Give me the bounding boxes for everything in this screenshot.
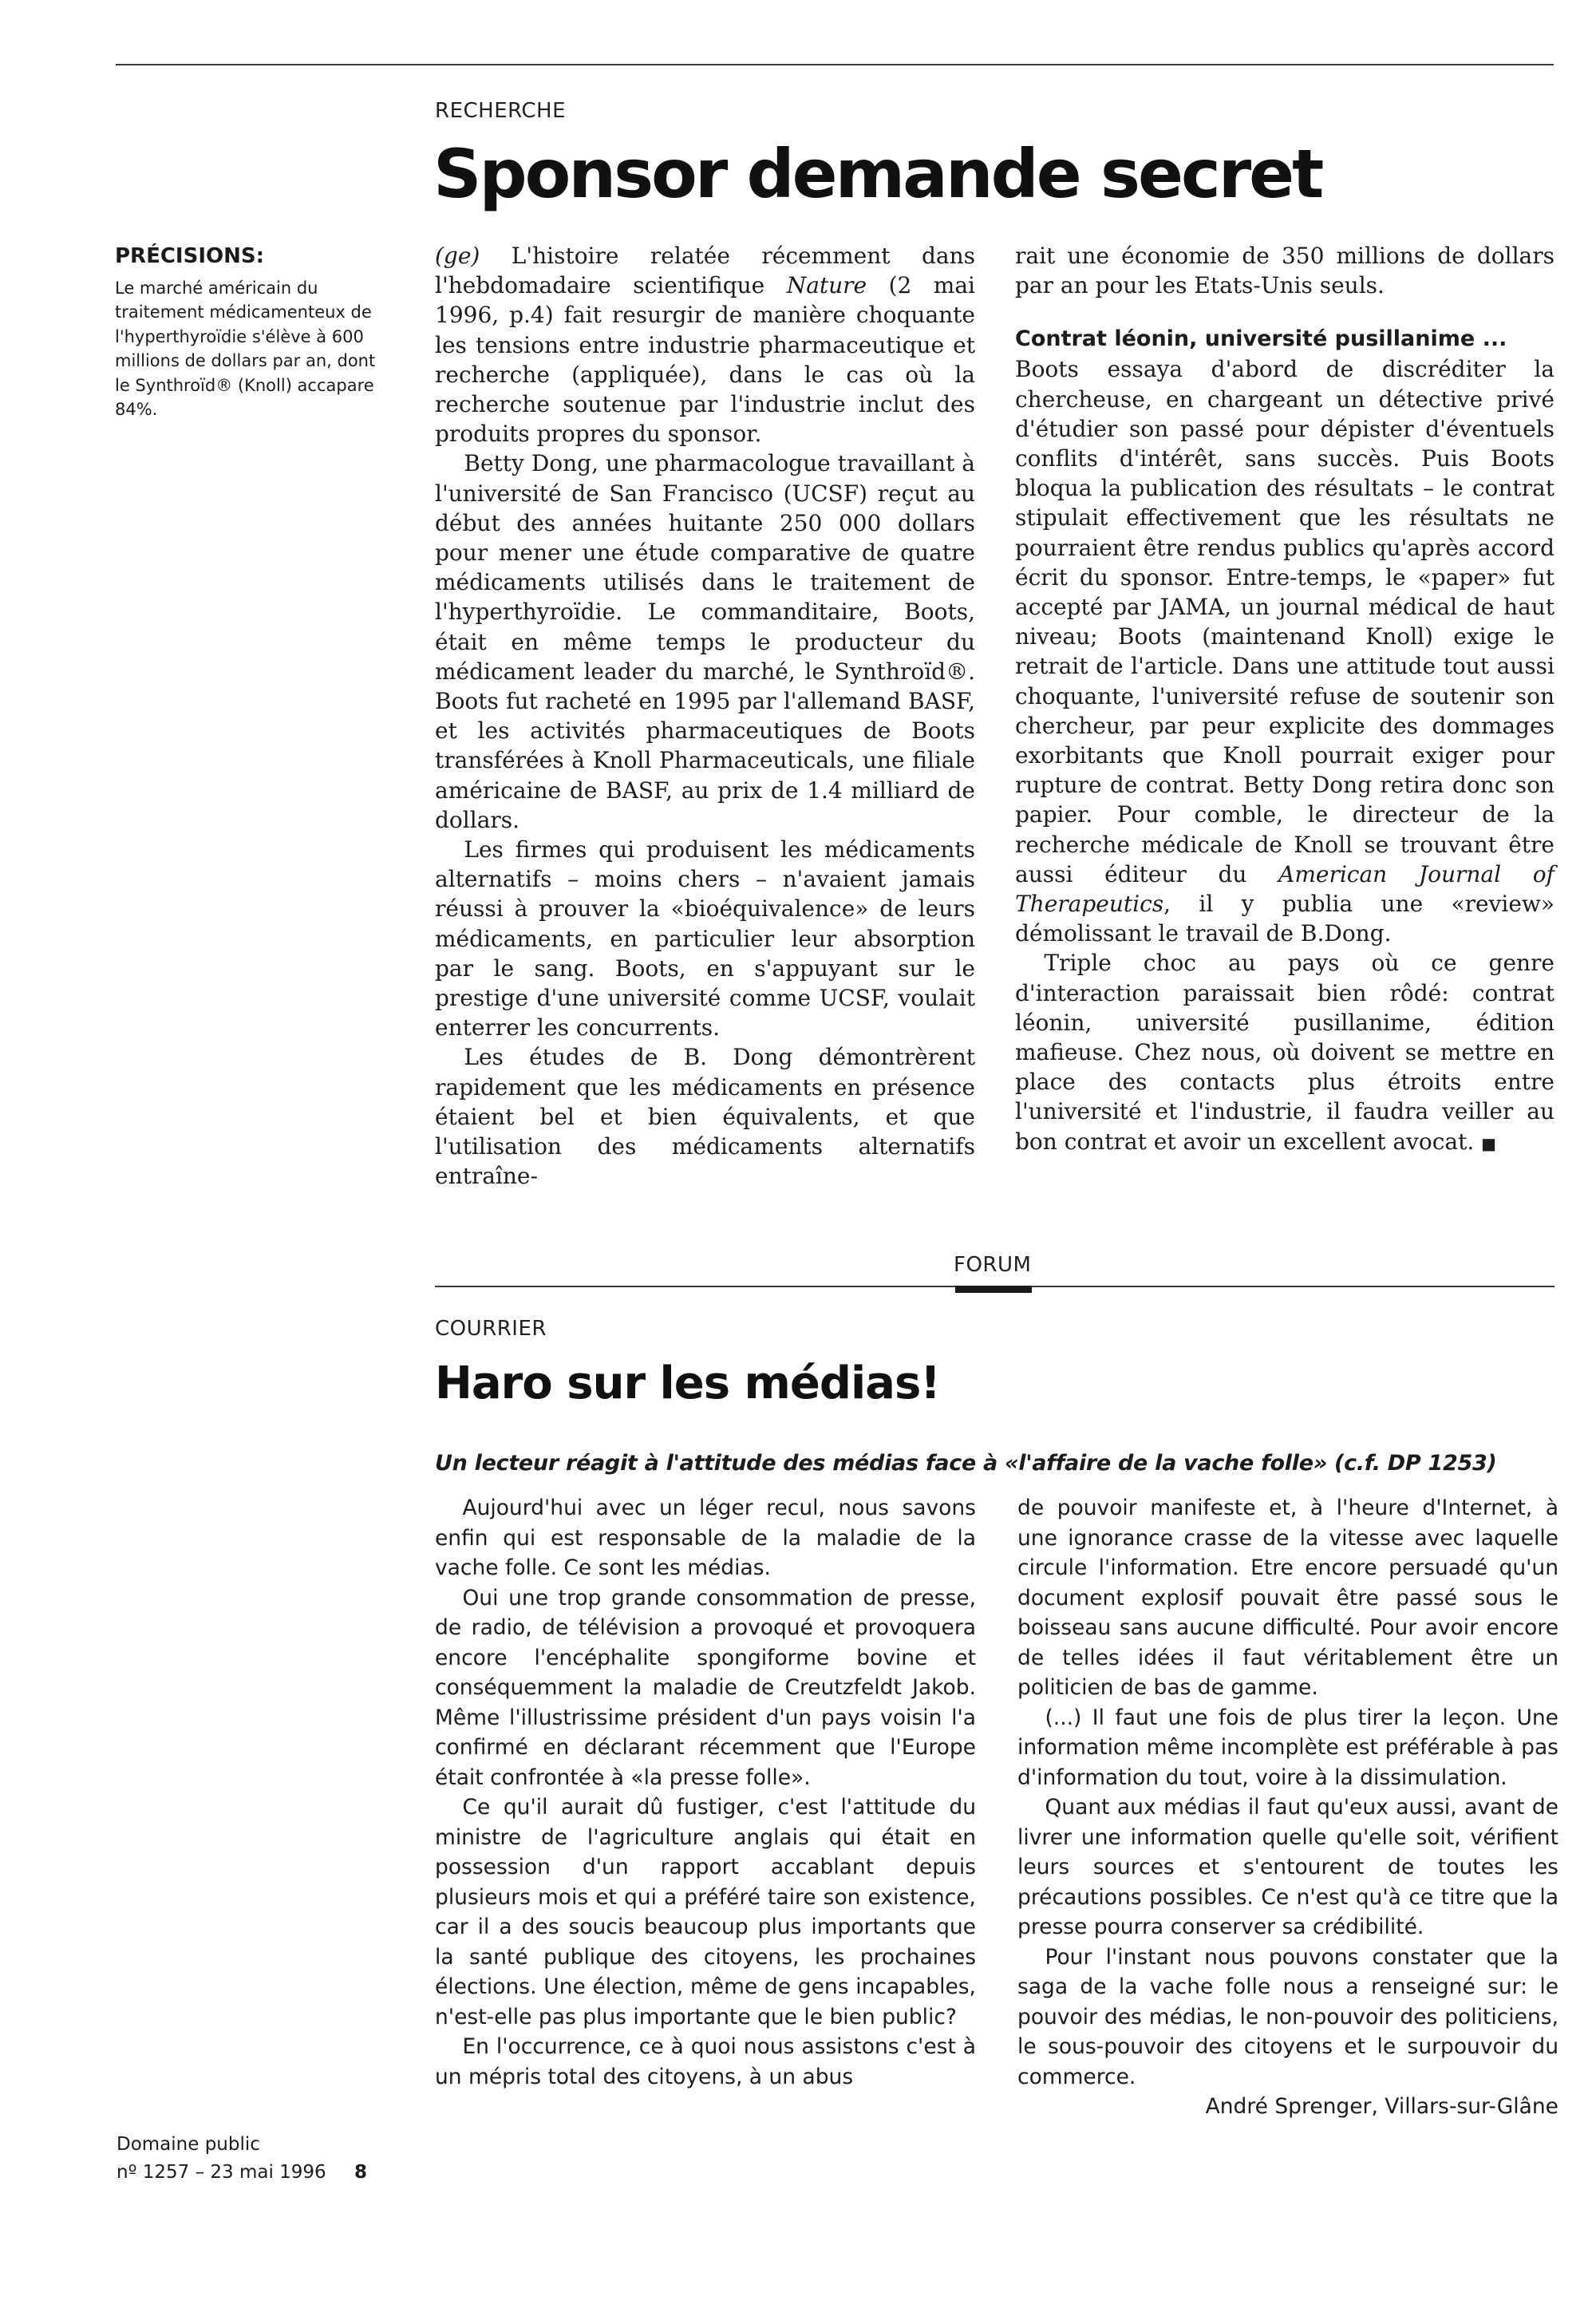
issue-number-date: nº 1257 – 23 mai 1996: [117, 2161, 326, 2183]
end-mark: ■: [1481, 1133, 1497, 1153]
article2-paragraph: Aujourd'hui avec un léger recul, nous savons enfin qui est responsable de la maladie de la vache folle. Ce sont les médias.: [435, 1496, 976, 1580]
sidebar-precisions: [115, 244, 394, 422]
article2-paragraph: Quant aux médias il faut qu'eux aussi, avant de livrer une information quelle qu'elle soit, vérifient leurs sources et s'entourent de toutes les précautions possibles. Ce n'est qu'à ce titre que la presse pourra conserver sa crédibilité.: [1017, 1795, 1558, 1939]
sidebar-text: Le marché américain du traitement médicamenteux de l'hyperthyroïdie s'élève à 600 millions de dollars par an, dont le Synthroïd® (Knoll) accapare 84%.: [115, 279, 376, 420]
article2-paragraph: (...) Il faut une fois de plus tirer la leçon. Une information même incomplète est préférable à pas d'information du tout, voire à la dissimulation.: [1017, 1705, 1558, 1790]
journal-name: American Journal of Therapeutics: [1015, 860, 1555, 918]
article1-paragraph: Triple choc au pays où ce genre d'interaction paraissait bien rôdé: contrat léonin, université pusillanime, édition mafieuse. Chez nous, où doivent se mettre en place des contacts plus étroits entre l'université et l'industrie, il faudra veiller au bon contrat et avoir un excellent avocat. ■: [1015, 950, 1555, 1155]
publication-name: Domaine public: [117, 2134, 260, 2155]
article2-title: Haro sur les médias!: [435, 1357, 940, 1409]
page-number: 8: [354, 2161, 368, 2183]
article1-subhead: Contrat léonin, université pusillanime ...: [1015, 326, 1507, 352]
article2-column-1: [435, 1493, 976, 2092]
article2-column-2: [1017, 1493, 1558, 2122]
article2-lede: Un lecteur réagit à l'attitude des médias face à «l'affaire de la vache folle» (c.f. DP 1253): [435, 1451, 1497, 1476]
article1-column-2: [1015, 241, 1555, 1159]
article2-paragraph: de pouvoir manifeste et, à l'heure d'Internet, à une ignorance crasse de la vitesse avec laquelle circule l'information. Etre encore persuadé qu'un document explosif pouvait être passé sous le boisseau sans aucune difficulté. Pour avoir encore de telles idées il faut véritablement être un politicien de bas de gamme.: [1017, 1496, 1558, 1700]
sidebar-heading: PRÉCISIONS:: [115, 244, 264, 268]
footer: [117, 2131, 404, 2186]
top-rule: [116, 64, 1554, 65]
article2-kicker: COURRIER: [435, 1317, 547, 1341]
article1-paragraph: Boots essaya d'abord de discréditer la chercheuse, en chargeant un détective privé d'étudier son passé pour dépister d'éventuels conflits d'intérêt, sans succès. Puis Boots bloqua la publication des résultats – le contrat stipulait effectivement que les résultats ne pourraient être rendus publics qu'après accord écrit du sponsor. Entre-temps, le «paper» fut accepté par JAMA, un journal médical de haut niveau; Boots (maintenand Knoll) exige le retrait de l'article. Dans une attitude tout aussi choquante, l'université refuse de soutenir son chercheur, par peur explicite des dommages exorbitants que Knoll pourrait exiger pour rupture de contrat. Betty Dong retira donc son papier. Pour comble, le directeur de la recherche médicale de Knoll se trouvant être aussi éditeur du American Journal of Therapeutics, il y publia une «review» démolissant le travail de B.Dong.: [1015, 356, 1555, 947]
article1-paragraph: rait une économie de 350 millions de dollars par an pour les Etats-Unis seuls.: [1015, 243, 1555, 299]
article1-paragraph: Betty Dong, une pharmacologue travaillant à l'université de San Francisco (UCSF) reçut au début des années huitante 250 000 dollars pour mener une étude comparative de quatre médicaments utilisés dans le traitement de l'hyperthyroïdie. Le commanditaire, Boots, était en même temps le producteur du médicament leader du marché, le Synthroïd®. Boots fut racheté en 1995 par l'allemand BASF, et les activités pharmaceutiques de Boots transférées à Knoll Pharmaceuticals, une filiale américaine de BASF, au prix de 1.4 milliard de dollars.: [435, 450, 975, 833]
forum-rule-accent: [955, 1286, 1032, 1293]
article2-paragraph: Pour l'instant nous pouvons constater que la saga de la vache folle nous a renseigné sur: le pouvoir des médias, le non-pouvoir des politiciens, le sous-pouvoir des citoyens et le surpouvoir du commerce.: [1017, 1944, 1558, 2089]
article2-paragraph: Oui une trop grande consommation de presse, de radio, de télévision a provoqué et provoquera encore l'encéphalite spongiforme bovine et conséquemment la maladie de Creutzfeldt Jakob. Même l'illustrissime président d'un pays voisin l'a confirmé en déclarant récemment que l'Europe était confrontée à «la presse folle».: [435, 1585, 976, 1790]
article1-paragraph: (ge) L'histoire relatée récemment dans l'hebdomadaire scientifique Nature (2 mai 1996, p.4) fait resurgir de manière choquante les tensions entre industrie pharmaceutique et recherche (appliquée), dans le cas où la recherche soutenue par l'industrie inclut des produits propres du sponsor.: [435, 243, 975, 448]
article1-title: Sponsor demande secret: [433, 135, 1322, 213]
article2-paragraph: Ce qu'il aurait dû fustiger, c'est l'attitude du ministre de l'agriculture anglais qui était en possession d'un rapport accablant depuis plusieurs mois et qui a préféré taire son existence, car il a des soucis beaucoup plus importants que la santé publique des citoyens, les prochaines élections. Une élection, même de gens incapables, n'est-elle pas plus importante que le bien public?: [435, 1795, 976, 2029]
article2-signature: André Sprenger, Villars-sur-Glâne: [1205, 2094, 1558, 2119]
article1-kicker: RECHERCHE: [435, 99, 567, 123]
article1-paragraph: Les firmes qui produisent les médicaments alternatifs – moins chers – n'avaient jamais réussi à prouver la «bioéquivalence» de leurs médicaments, en particulier leur absorption par le sang. Boots, en s'appuyant sur le prestige d'une université comme UCSF, voulait enterrer les concurrents.: [435, 836, 975, 1041]
issue-line: [117, 2159, 404, 2187]
journal-name: Nature: [786, 272, 867, 299]
section-label-forum: FORUM: [954, 1253, 1032, 1277]
article1-column-1: [435, 241, 975, 1191]
article2-paragraph: En l'occurrence, ce à quoi nous assistons c'est à un mépris total des citoyens, à un abus: [435, 2034, 976, 2089]
article1-paragraph: Les études de B. Dong démontrèrent rapidement que les médicaments en présence étaient bel et bien équivalents, et que l'utilisation des médicaments alternatifs entraîne-: [435, 1044, 975, 1190]
author-tag: (ge): [435, 243, 480, 269]
